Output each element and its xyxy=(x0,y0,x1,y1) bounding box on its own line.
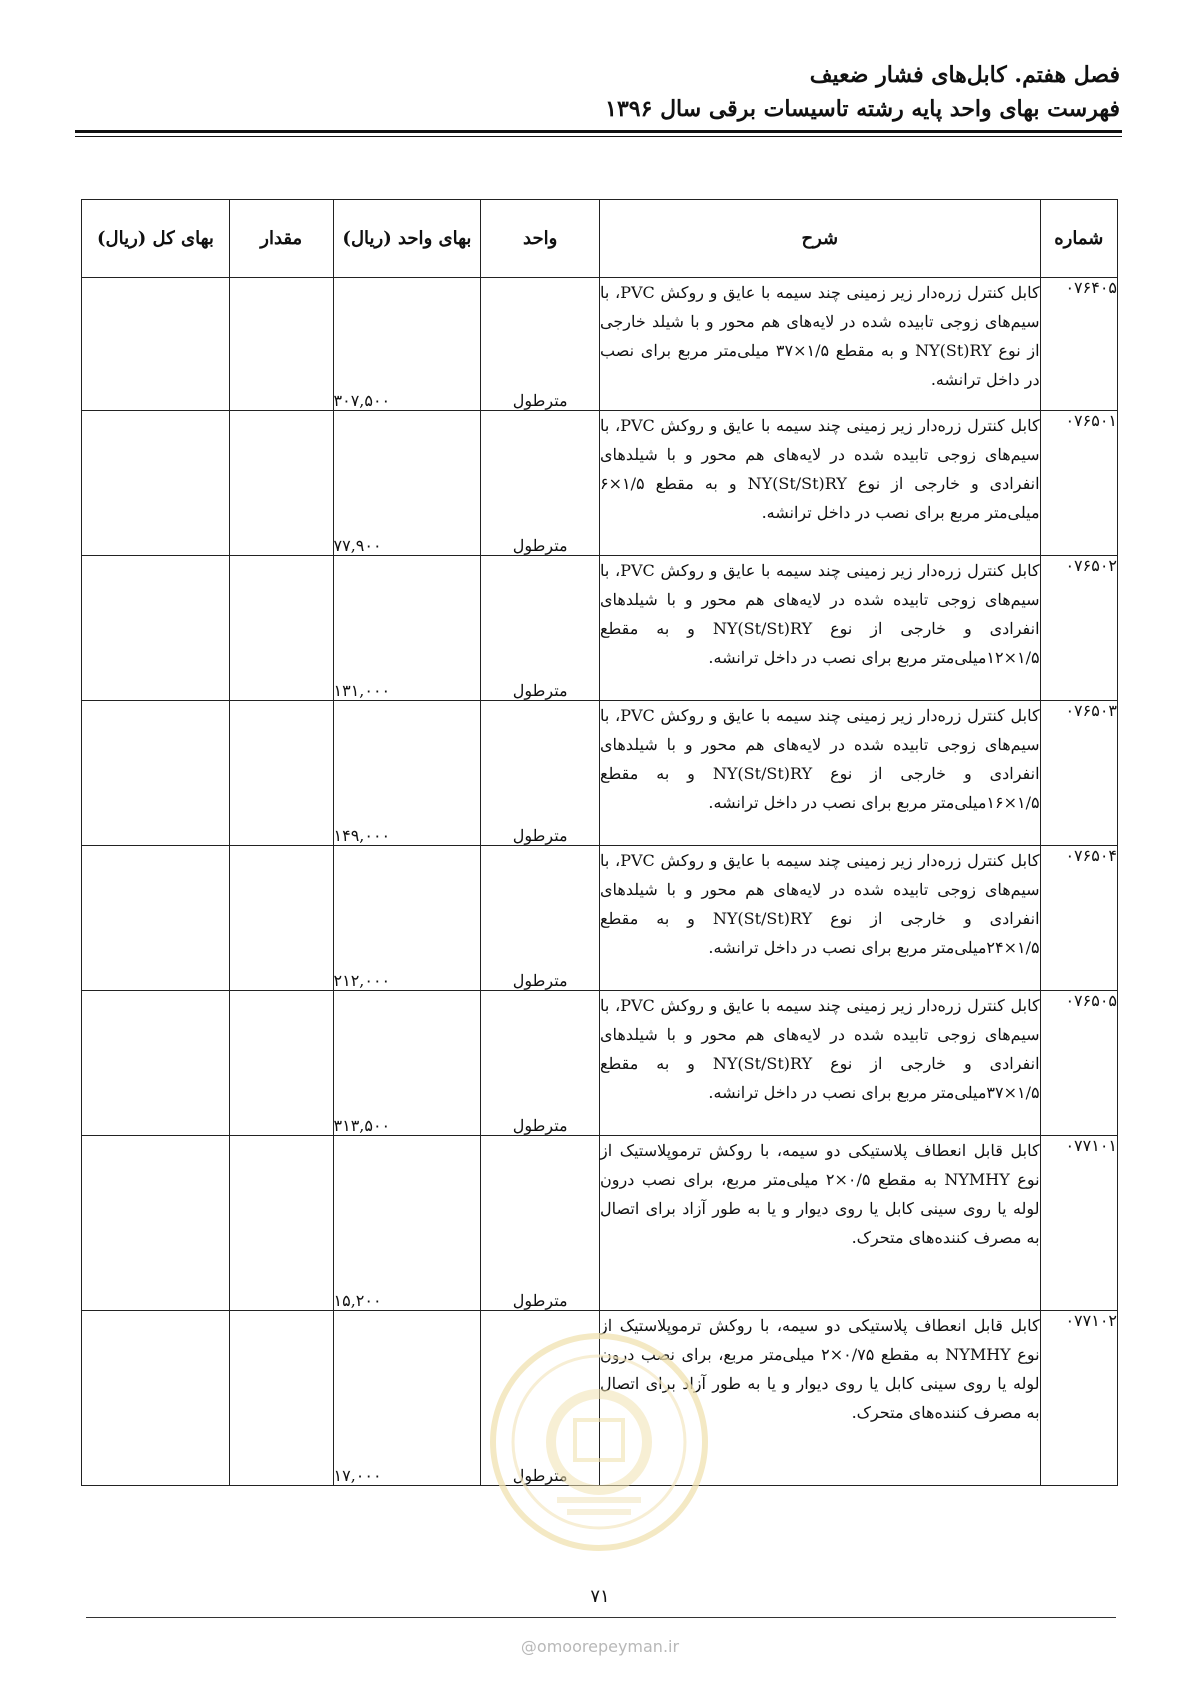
table-row xyxy=(82,1136,1118,1311)
item-total-price xyxy=(82,846,230,991)
item-unit: مترطول xyxy=(481,278,600,411)
item-quantity xyxy=(229,846,333,991)
item-unit: مترطول xyxy=(481,701,600,846)
column-header-quantity: مقدار xyxy=(229,200,333,278)
item-unit-price: ۱۳۱,۰۰۰ xyxy=(333,556,481,701)
item-total-price xyxy=(82,278,230,411)
item-description: کابل کنترل زره‌دار زیر زمینی چند سیمه با عایق و روکش PVC، با سیم‌های زوجی تابیده شده در لایه‌های هم محور و با شیلدهای انفرادی و خارجی از نوع NY(St/St)RY و به مقطع ۱/۵×۲۴میلی‌متر مربع برای نصب در داخل ترانشه. xyxy=(600,846,1041,991)
item-quantity xyxy=(229,701,333,846)
header-divider-thick xyxy=(75,130,1122,133)
column-header-number: شماره xyxy=(1040,200,1117,278)
item-total-price xyxy=(82,991,230,1136)
column-header-unit: واحد xyxy=(481,200,600,278)
header-divider-thin xyxy=(75,136,1122,137)
item-unit-price: ۳۰۷,۵۰۰ xyxy=(333,278,481,411)
table-row xyxy=(82,411,1118,556)
item-quantity xyxy=(229,1311,333,1486)
item-number: ۰۷۷۱۰۲ xyxy=(1040,1311,1117,1486)
item-quantity xyxy=(229,556,333,701)
table-row xyxy=(82,701,1118,846)
item-unit-price: ۲۱۲,۰۰۰ xyxy=(333,846,481,991)
item-unit: مترطول xyxy=(481,411,600,556)
item-total-price xyxy=(82,1311,230,1486)
item-unit: مترطول xyxy=(481,1136,600,1311)
item-unit-price: ۱۴۹,۰۰۰ xyxy=(333,701,481,846)
column-header-total-price: بهای کل (ریال) xyxy=(82,200,230,278)
table-row xyxy=(82,846,1118,991)
item-number: ۰۷۶۵۰۴ xyxy=(1040,846,1117,991)
column-header-unit-price: بهای واحد (ریال) xyxy=(333,200,481,278)
item-number: ۰۷۶۴۰۵ xyxy=(1040,278,1117,411)
item-unit: مترطول xyxy=(481,556,600,701)
item-unit: مترطول xyxy=(481,991,600,1136)
footer-divider xyxy=(86,1617,1116,1618)
item-quantity xyxy=(229,991,333,1136)
item-total-price xyxy=(82,701,230,846)
item-number: ۰۷۶۵۰۲ xyxy=(1040,556,1117,701)
item-number: ۰۷۶۵۰۵ xyxy=(1040,991,1117,1136)
document-subtitle: فهرست بهای واحد پایه رشته تاسیسات برقی سال ۱۳۹۶ xyxy=(605,96,1120,122)
item-description: کابل کنترل زره‌دار زیر زمینی چند سیمه با عایق و روکش PVC، با سیم‌های زوجی تابیده شده در لایه‌های هم محور و با شیلدهای انفرادی و خارجی از نوع NY(St/St)RY و به مقطع ۱/۵×۱۲میلی‌متر مربع برای نصب در داخل ترانشه. xyxy=(600,556,1041,701)
item-unit-price: ۱۵,۲۰۰ xyxy=(333,1136,481,1311)
column-header-description: شرح xyxy=(600,200,1041,278)
table-header-row xyxy=(82,200,1118,278)
item-unit-price: ۳۱۳,۵۰۰ xyxy=(333,991,481,1136)
page-header xyxy=(70,60,1120,124)
item-total-price xyxy=(82,411,230,556)
table-row xyxy=(82,991,1118,1136)
item-description: کابل کنترل زره‌دار زیر زمینی چند سیمه با عایق و روکش PVC، با سیم‌های زوجی تابیده شده در لایه‌های هم محور و با شیلد خارجی از نوع NY(St)RY و به مقطع ۱/۵×۳۷ میلی‌متر مربع برای نصب در داخل ترانشه. xyxy=(600,278,1041,411)
item-unit-price: ۱۷,۰۰۰ xyxy=(333,1311,481,1486)
item-quantity xyxy=(229,411,333,556)
price-list-table xyxy=(81,199,1118,1486)
item-description: کابل قابل انعطاف پلاستیکی دو سیمه، با روکش ترموپلاستیک از نوع NYMHY به مقطع ۰/۵×۲ میلی‌متر مربع، برای نصب درون لوله یا روی سینی کابل یا روی دیوار و یا به طور آزاد برای اتصال به مصرف کننده‌های متحرک. xyxy=(600,1136,1041,1311)
item-unit-price: ۷۷,۹۰۰ xyxy=(333,411,481,556)
item-quantity xyxy=(229,278,333,411)
item-number: ۰۷۷۱۰۱ xyxy=(1040,1136,1117,1311)
item-description: کابل قابل انعطاف پلاستیکی دو سیمه، با روکش ترموپلاستیک از نوع NYMHY به مقطع ۰/۷۵×۲ میلی‌متر مربع، برای نصب درون لوله یا روی سینی کابل یا روی دیوار و یا به طور آزاد برای اتصال به مصرف کننده‌های متحرک. xyxy=(600,1311,1041,1486)
item-description: کابل کنترل زره‌دار زیر زمینی چند سیمه با عایق و روکش PVC، با سیم‌های زوجی تابیده شده در لایه‌های هم محور و با شیلدهای انفرادی و خارجی از نوع NY(St/St)RY و به مقطع ۱/۵×۶ میلی‌متر مربع برای نصب در داخل ترانشه. xyxy=(600,411,1041,556)
item-total-price xyxy=(82,1136,230,1311)
table-row xyxy=(82,556,1118,701)
item-description: کابل کنترل زره‌دار زیر زمینی چند سیمه با عایق و روکش PVC، با سیم‌های زوجی تابیده شده در لایه‌های هم محور و با شیلدهای انفرادی و خارجی از نوع NY(St/St)RY و به مقطع ۱/۵×۱۶میلی‌متر مربع برای نصب در داخل ترانشه. xyxy=(600,701,1041,846)
item-unit: مترطول xyxy=(481,846,600,991)
watermark-text: @omoorepeyman.ir xyxy=(520,1637,680,1656)
item-number: ۰۷۶۵۰۳ xyxy=(1040,701,1117,846)
chapter-title: فصل هفتم. کابل‌های فشار ضعیف xyxy=(809,62,1120,88)
item-description: کابل کنترل زره‌دار زیر زمینی چند سیمه با عایق و روکش PVC، با سیم‌های زوجی تابیده شده در لایه‌های هم محور و با شیلدهای انفرادی و خارجی از نوع NY(St/St)RY و به مقطع ۱/۵×۳۷میلی‌متر مربع برای نصب در داخل ترانشه. xyxy=(600,991,1041,1136)
item-total-price xyxy=(82,556,230,701)
item-quantity xyxy=(229,1136,333,1311)
item-unit: مترطول xyxy=(481,1311,600,1486)
page-number: ۷۱ xyxy=(590,1586,610,1607)
table-row xyxy=(82,278,1118,411)
table-row xyxy=(82,1311,1118,1486)
item-number: ۰۷۶۵۰۱ xyxy=(1040,411,1117,556)
